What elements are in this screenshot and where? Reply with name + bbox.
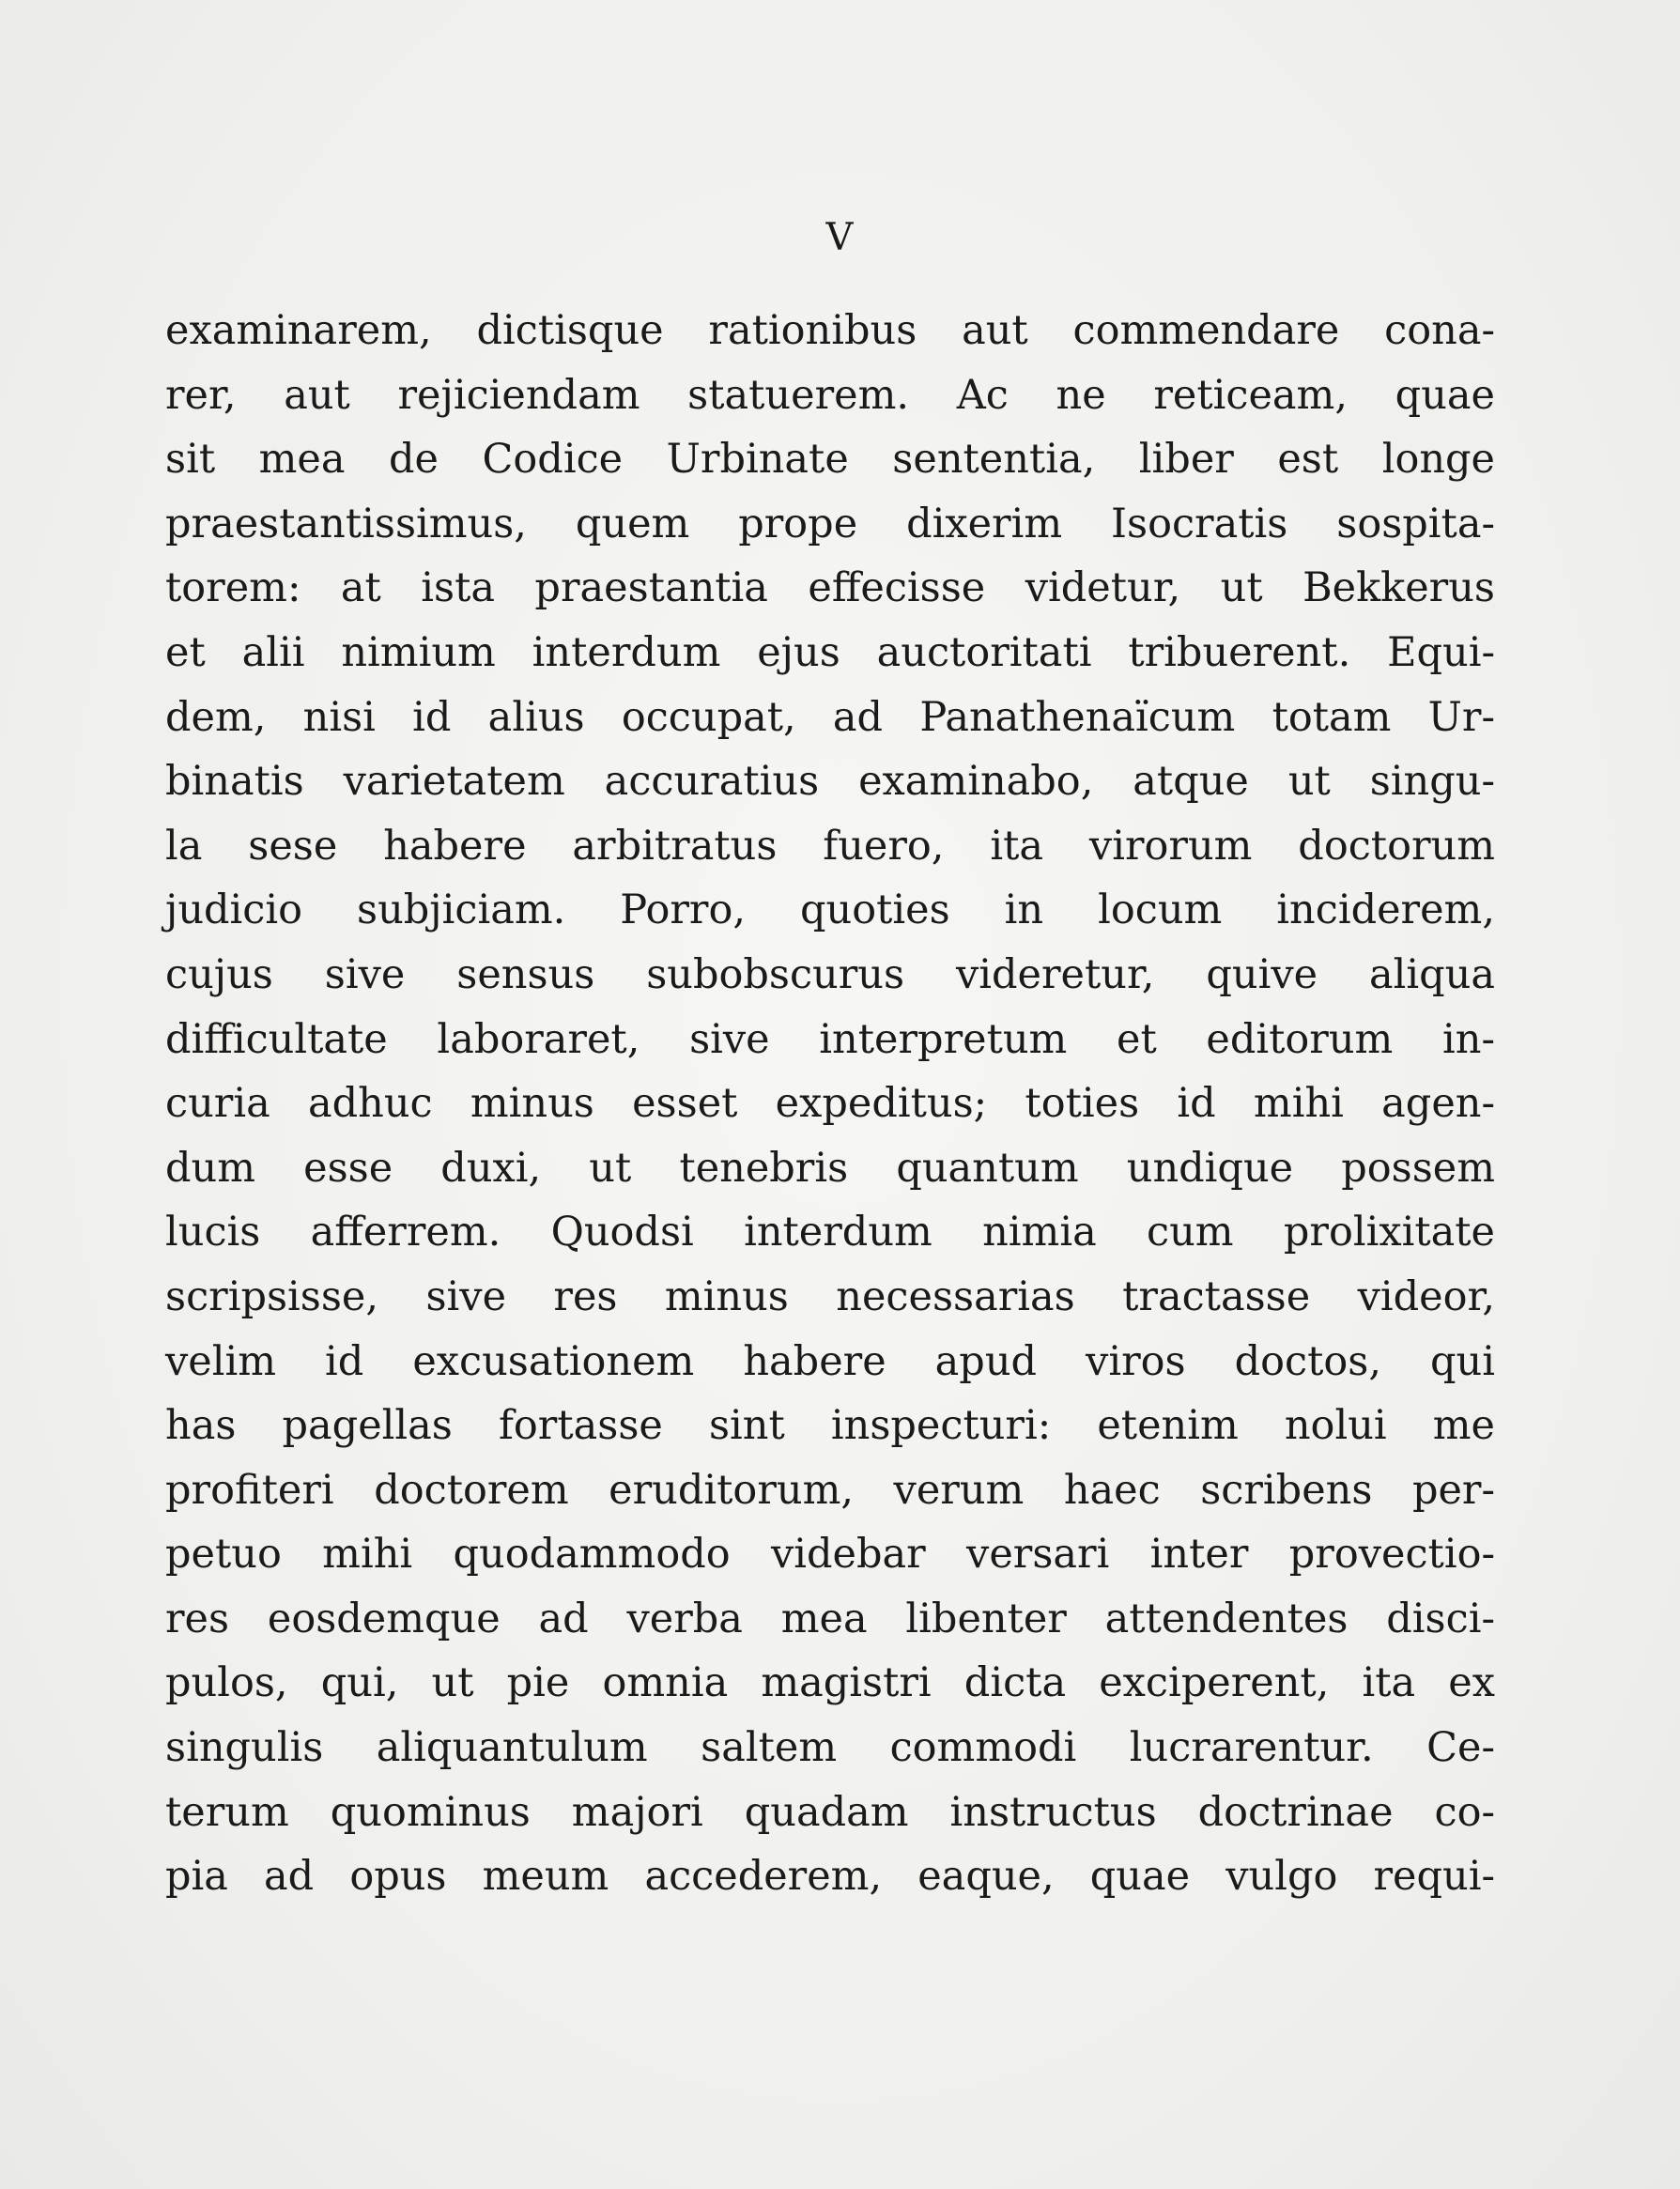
text-line: cujus sive sensus subobscurus videretur, quive aliqua — [165, 950, 1495, 998]
text-line: praestantissimus, quem prope dixerim Isocratis sospita- — [165, 500, 1495, 547]
text-line: res eosdemque ad verba mea libenter attendentes disci- — [165, 1595, 1495, 1642]
text-line: dum esse duxi, ut tenebris quantum undique possem — [165, 1144, 1495, 1192]
page-number: V — [825, 216, 855, 259]
text-line: singulis aliquantulum saltem commodi lucrarentur. Ce- — [165, 1724, 1495, 1772]
body-text — [165, 299, 1495, 1909]
text-line: curia adhuc minus esset expeditus; toties id mihi agen- — [165, 1080, 1495, 1128]
text-line: dem, nisi id alius occupat, ad Panathenaïcum totam Ur- — [165, 693, 1495, 741]
text-line: pulos, qui, ut pie omnia magistri dicta exciperent, ita ex — [165, 1659, 1495, 1707]
text-line: velim id excusationem habere apud viros doctos, qui — [165, 1337, 1495, 1385]
text-line: profiteri doctorem eruditorum, verum haec scribens per- — [165, 1466, 1495, 1514]
text-line: et alii nimium interdum ejus auctoritati tribuerent. Equi- — [165, 628, 1495, 676]
text-line: judicio subjiciam. Porro, quoties in locum inciderem, — [165, 886, 1495, 934]
text-line: terum quominus majori quadam instructus doctrinae co- — [165, 1788, 1495, 1836]
text-line: pia ad opus meum accederem, eaque, quae vulgo requi- — [165, 1853, 1495, 1901]
text-line: difficultate laboraret, sive interpretum et editorum in- — [165, 1015, 1495, 1063]
text-line: rer, aut rejiciendam statuerem. Ac ne reticeam, quae — [165, 371, 1495, 419]
text-line: torem: at ista praestantia effecisse videtur, ut Bekkerus — [165, 564, 1495, 612]
text-line: binatis varietatem accuratius examinabo, atque ut singu- — [165, 758, 1495, 806]
text-line: scripsisse, sive res minus necessarias tractasse videor, — [165, 1272, 1495, 1320]
text-line: has pagellas fortasse sint inspecturi: etenim nolui me — [165, 1402, 1495, 1450]
text-line: la sese habere arbitratus fuero, ita virorum doctorum — [165, 822, 1495, 870]
text-line: petuo mihi quodammodo videbar versari inter provectio- — [165, 1531, 1495, 1579]
text-line: sit mea de Codice Urbinate sententia, liber est longe — [165, 436, 1495, 484]
text-line: lucis afferrem. Quodsi interdum nimia cum prolixitate — [165, 1209, 1495, 1256]
text-line: examinarem, dictisque rationibus aut commendare cona- — [165, 307, 1495, 354]
